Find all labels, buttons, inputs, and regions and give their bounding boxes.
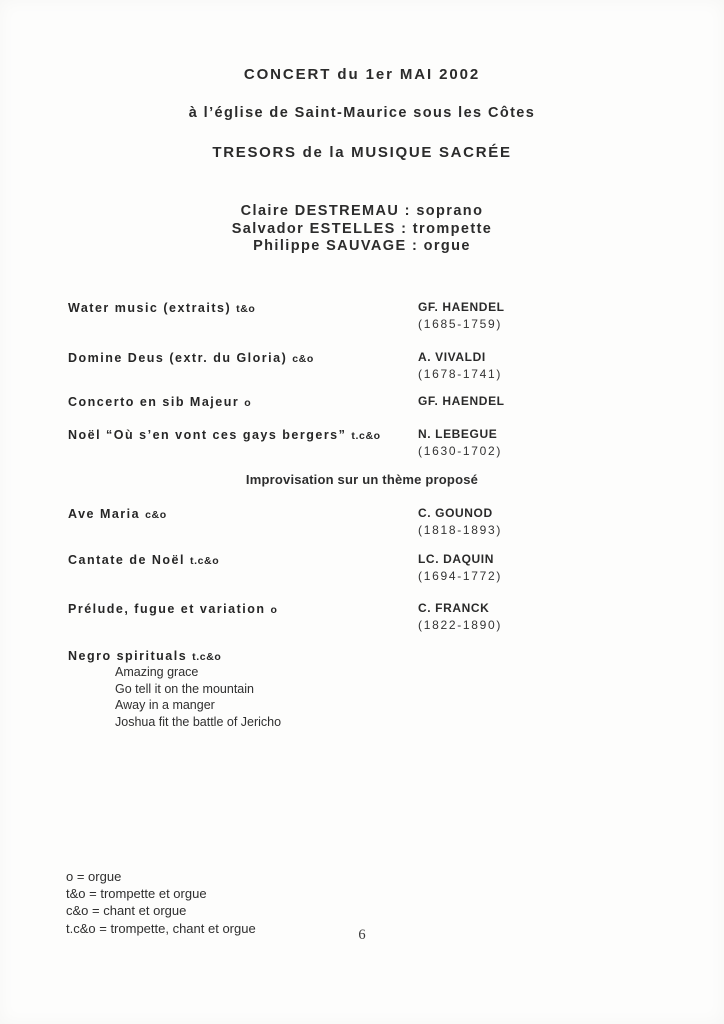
piece-title: Prélude, fugue et variation: [68, 602, 266, 616]
composer-dates: (1685-1759): [418, 316, 503, 331]
composer-block: [418, 299, 505, 332]
legend-line: t.c&o = trompette, chant et orgue: [66, 920, 256, 936]
spirituals-list: [115, 664, 281, 730]
legend-line: c&o = chant et orgue: [66, 903, 187, 919]
composer-block: [418, 393, 505, 410]
spiritual-item: Go tell it on the mountain: [115, 681, 254, 696]
piece-title: Cantate de Noël: [68, 553, 185, 567]
legend-line: t&o = trompette et orgue: [66, 886, 207, 902]
page-number: 6: [358, 927, 366, 943]
instrumentation-code: t&o: [236, 303, 256, 315]
legend-line: o = orgue: [66, 869, 122, 884]
subtitle: TRESORS de la MUSIQUE SACRÉE: [212, 144, 512, 161]
program-row: [68, 299, 704, 339]
program-row: [68, 505, 704, 545]
composer-name: A. VIVALDI: [418, 350, 486, 364]
venue-line: à l’église de Saint-Maurice sous les Côtes: [188, 105, 536, 121]
instrumentation-code: c&o: [292, 353, 314, 365]
composer-block: [418, 426, 502, 459]
composer-name: GF. HAENDEL: [418, 300, 505, 314]
piece-title: Concerto en sib Majeur: [68, 395, 240, 409]
composer-name: C. GOUNOD: [418, 506, 493, 520]
program-row: [68, 600, 704, 640]
instrumentation-code: c&o: [145, 509, 167, 521]
performers-list: [0, 203, 724, 256]
instrumentation-code: o: [244, 397, 252, 409]
instrumentation-code: t.c&o: [351, 430, 381, 442]
program-row: [68, 551, 704, 591]
performer-soprano: Claire DESTREMAU : soprano: [240, 203, 484, 219]
composer-block: [418, 600, 502, 633]
spiritual-item: Joshua fit the battle of Jericho: [115, 714, 282, 729]
interlude-line: Improvisation sur un thème proposé: [245, 472, 479, 487]
piece-title: Water music (extraits): [68, 301, 232, 315]
program-row: [68, 349, 704, 389]
instrumentation-code: t.c&o: [189, 555, 220, 567]
spiritual-item: Away in a manger: [115, 698, 215, 713]
composer-dates: (1822-1890): [418, 617, 503, 632]
composer-dates: (1678-1741): [418, 366, 503, 381]
piece-title: Noël “Où s’en vont ces gays bergers”: [68, 428, 347, 442]
page-title: CONCERT du 1er MAI 2002: [243, 66, 481, 83]
instrumentation-code: o: [270, 604, 278, 616]
piece-title: Ave Maria: [68, 507, 141, 521]
performer-trompette: Salvador ESTELLES : trompette: [231, 220, 493, 237]
composer-block: [418, 505, 502, 538]
composer-block: [418, 551, 502, 584]
spiritual-item: Amazing grace: [115, 665, 199, 679]
composer-dates: (1630-1702): [418, 443, 503, 458]
piece-title: Negro spirituals: [68, 649, 188, 663]
piece-title: Domine Deus (extr. du Gloria): [68, 351, 288, 365]
instrumentation-code: t.c&o: [192, 651, 222, 663]
performer-orgue: Philippe SAUVAGE : orgue: [253, 238, 471, 254]
composer-dates: (1818-1893): [418, 522, 503, 537]
composer-name: N. LEBEGUE: [418, 427, 498, 441]
composer-name: LC. DAQUIN: [418, 552, 494, 566]
composer-dates: (1694-1772): [418, 568, 503, 583]
program-row: [68, 426, 704, 466]
composer-block: [418, 349, 502, 382]
composer-name: C. FRANCK: [418, 601, 490, 615]
composer-name: GF. HAENDEL: [418, 394, 505, 408]
